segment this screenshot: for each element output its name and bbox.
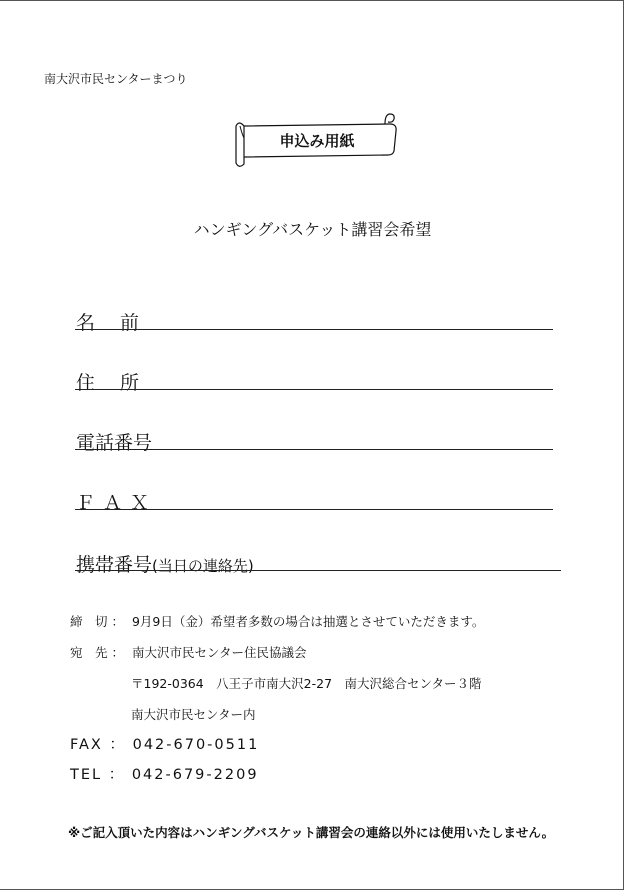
phone-line[interactable] (75, 449, 553, 450)
mobile-label-group (76, 550, 254, 577)
mobile-note: (当日の連絡先) (152, 557, 254, 575)
phone-label: 電話番号 (76, 432, 153, 454)
address-label: 住 所 (76, 372, 140, 394)
address-org: 南大沢市民センター住民協議会 (131, 645, 307, 660)
name-label: 名 前 (76, 312, 140, 334)
deadline-text: 9月9日（金）希望者多数の場合は抽選とさせていただきます。 (131, 614, 485, 629)
fax-line[interactable] (75, 509, 553, 510)
address-row (70, 643, 306, 661)
mobile-line[interactable] (75, 570, 561, 571)
deadline-row (70, 612, 484, 630)
form-title: 申込み用紙 (279, 132, 355, 150)
address-line[interactable] (75, 389, 553, 390)
fax-number: 042-670-0511 (132, 737, 260, 753)
tel-info-label: TEL ： (70, 767, 126, 783)
mobile-label: 携帯番号 (76, 554, 153, 576)
tel-info-row (70, 763, 259, 784)
tel-number: 042-679-2209 (131, 767, 259, 783)
address-info-label: 宛 先 ： (70, 645, 124, 660)
name-line[interactable] (75, 329, 553, 330)
address-sub: 南大沢市民センター内 (131, 707, 256, 722)
address-postal: 〒192-0364 八王子市南大沢2-27 南大沢総合センター３階 (131, 676, 482, 691)
deadline-label: 締 切 ： (70, 614, 124, 629)
organizer-name: 南大沢市民センターまつり (44, 72, 188, 86)
fax-info-row (70, 733, 259, 754)
event-title: ハンギングバスケット講習会希望 (193, 220, 432, 239)
fax-label: ＦＡＸ (76, 492, 158, 514)
privacy-notice: ※ご記入頂いた内容はハンギングバスケット講習会の連絡以外には使用いたしません。 (68, 825, 555, 840)
fax-info-label: FAX ： (70, 737, 126, 753)
